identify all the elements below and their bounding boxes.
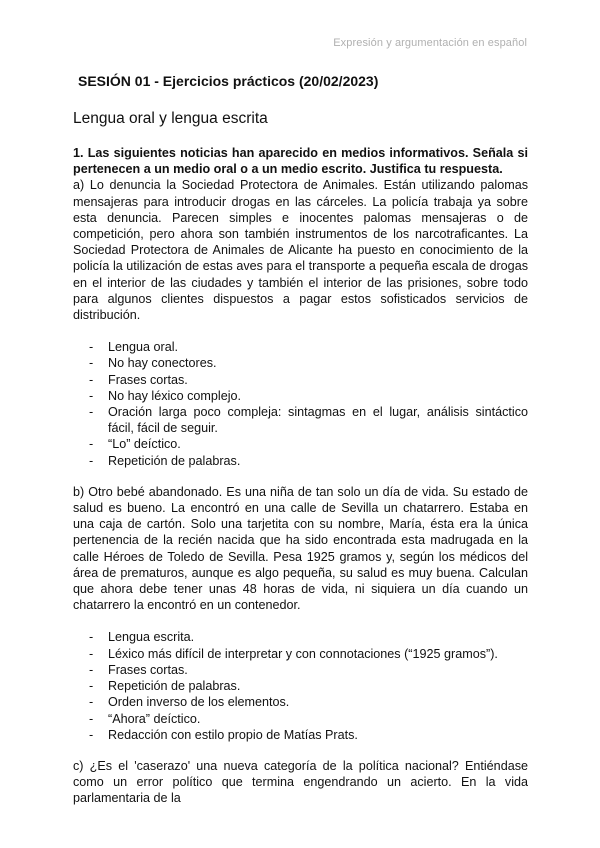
- bullet-dash: -: [89, 405, 94, 420]
- bullet-dash: -: [89, 356, 94, 371]
- bullet-dash: -: [89, 372, 94, 387]
- page-header: Expresión y argumentación en español: [333, 37, 527, 49]
- list-item: - “Ahora” deíctico.: [89, 711, 201, 726]
- list-item: - Repetición de palabras.: [89, 453, 241, 468]
- bullet-dash: -: [89, 630, 94, 645]
- news-item-c: c) ¿Es el 'caserazo' una nueva categoría de la política nacional? Entiéndase como un error político que termina engendrando un acierto. En la vida parlamentaria de la: [73, 758, 528, 806]
- bullet-dash: -: [89, 727, 94, 742]
- list-item: - Oración larga poco compleja: sintagmas en el lugar, análisis sintáctico fácil, fácil de seguir.: [89, 405, 528, 436]
- news-item-b: b) Otro bebé abandonado. Es una niña de tan solo un día de vida. Su estado de salud es bueno. La encontró en una calle de Sevilla un chatarrero. Estaba en una caja de cartón. Solo una tarjetita con su nombre, María, ésta era la única pertenencia de la recién nacida que ha sido encontrada esta madrugada en la calle Héroes de Toledo de Sevilla. Pesa 1925 gramos y, según los médicos del área de prematuros, aunque es algo pequeña, su salud es muy buena. Calculan que ahora debe tener unas 48 horas de vida, ni siquiera un día cuando un chatarrero la encontró en un contenedor.: [73, 484, 528, 613]
- list-item: - Frases cortas.: [89, 662, 188, 677]
- list-item: - Frases cortas.: [89, 372, 188, 387]
- list-item: - No hay léxico complejo.: [89, 388, 241, 403]
- bullet-dash: -: [89, 711, 94, 726]
- list-item: - Léxico más difícil de interpretar y con connotaciones (“1925 gramos”).: [89, 646, 498, 661]
- list-item: - Lengua oral.: [89, 340, 179, 355]
- session-title: SESIÓN 01 - Ejercicios prácticos (20/02/2023): [78, 73, 379, 89]
- list-item: - Repetición de palabras.: [89, 679, 241, 694]
- bullet-dash: -: [89, 437, 94, 452]
- document-body: [73, 145, 528, 807]
- section-title: Lengua oral y lengua escrita: [73, 110, 268, 127]
- list-item: - Redacción con estilo propio de Matías Prats.: [89, 727, 358, 742]
- bullet-dash: -: [89, 679, 94, 694]
- question-1: 1. Las siguientes noticias han aparecido en medios informativos. Señala si pertenecen a un medio oral o a un medio escrito. Justifica tu respuesta.: [73, 146, 528, 177]
- list-item: - No hay conectores.: [89, 356, 217, 371]
- bullet-dash: -: [89, 695, 94, 710]
- list-item: - “Lo” deíctico.: [89, 437, 181, 452]
- bullet-dash: -: [89, 662, 94, 677]
- bullet-dash: -: [89, 646, 94, 661]
- answer-list-b: [73, 629, 528, 742]
- bullet-dash: -: [89, 388, 94, 403]
- news-item-a: a) Lo denuncia la Sociedad Protectora de Animales. Están utilizando palomas mensajeras para introducir drogas en las cárceles. La policía trabaja ya sobre esta denuncia. Parecen simples e inocentes palomas mensajeras o de competición, pero ahora son también instrumentos de los narcotraficantes. La Sociedad Protectora de Animales de Alicante ha puesto en conocimiento de la policía la utilización de estas aves para el transporte a pequeña escala de drogas en el interior de las ciudades y también el interior de las prisiones, sobre todo para algunos clientes dispuestos a pagar estos sofisticados servicios de distribución.: [73, 178, 528, 323]
- bullet-dash: -: [89, 340, 94, 355]
- bullet-dash: -: [89, 453, 94, 468]
- answer-list-a: [73, 339, 528, 469]
- list-item: - Lengua escrita.: [89, 630, 195, 645]
- list-item: - Orden inverso de los elementos.: [89, 695, 290, 710]
